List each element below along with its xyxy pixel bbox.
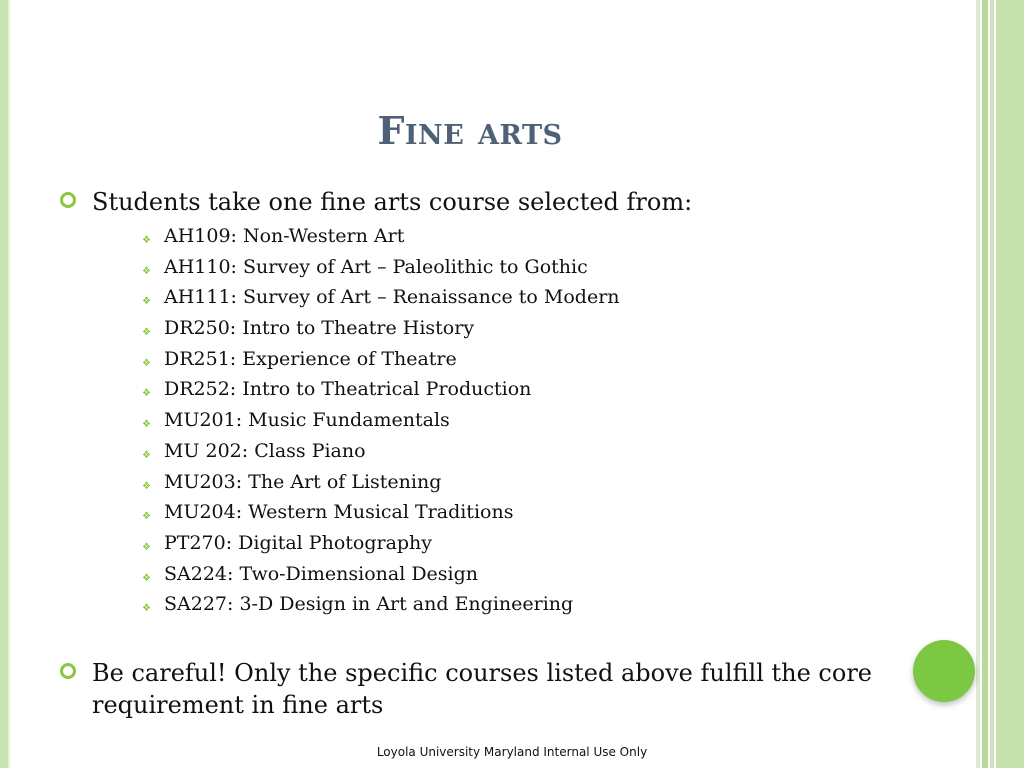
slide-title: Fine arts: [377, 108, 563, 153]
course-item: [142, 375, 620, 406]
course-label: AH109: Non-Western Art: [164, 225, 405, 247]
sub-bullet-icon: ❖: [142, 541, 151, 553]
course-item: [142, 560, 620, 591]
warning-bullet: [60, 657, 910, 721]
course-label: MU204: Western Musical Traditions: [164, 501, 514, 524]
course-list: [142, 222, 620, 621]
footer-text: Loyola University Maryland Internal Use Only: [376, 745, 648, 759]
course-label: MU201: Music Fundamentals: [164, 409, 450, 432]
sub-bullet-icon: ❖: [142, 296, 151, 308]
sub-bullet-icon: ❖: [142, 265, 151, 277]
course-item: [142, 222, 620, 253]
sub-bullet-icon: ❖: [142, 327, 151, 339]
intro-bullet: [60, 186, 910, 218]
sub-bullet-icon: ❖: [142, 388, 151, 400]
course-item: [142, 498, 620, 529]
course-item: [142, 437, 620, 468]
bullet-ring-icon: [60, 663, 76, 679]
course-label: DR251: Experience of Theatre: [164, 347, 457, 370]
course-item: [142, 406, 620, 437]
course-item: [142, 529, 620, 560]
warning-text: Be careful! Only the specific courses listed above fulfill the core requirement in fine arts: [92, 659, 872, 719]
sub-bullet-icon: ❖: [142, 572, 151, 584]
sub-bullet-icon: ❖: [142, 419, 151, 431]
sub-bullet-icon: ❖: [142, 480, 151, 492]
course-item: [142, 345, 620, 376]
course-item: [142, 253, 620, 284]
course-label: SA227: 3-D Design in Art and Engineering: [164, 593, 574, 616]
sub-bullet-icon: ❖: [142, 357, 151, 369]
course-label: AH111: Survey of Art – Renaissance to Modern: [164, 286, 620, 309]
sub-bullet-icon: ❖: [142, 449, 151, 461]
right-stripes: [976, 0, 1024, 768]
sub-bullet-icon: ❖: [142, 603, 151, 615]
course-label: PT270: Digital Photography: [164, 531, 433, 554]
course-label: MU 202: Class Piano: [164, 439, 366, 462]
course-label: AH110: Survey of Art – Paleolithic to Gothic: [164, 255, 588, 278]
sub-bullet-icon: ❖: [142, 511, 151, 523]
course-label: DR250: Intro to Theatre History: [164, 317, 475, 340]
course-item: [142, 283, 620, 314]
course-item: [142, 590, 620, 621]
course-item: [142, 468, 620, 499]
sub-bullet-icon: ❖: [142, 235, 151, 246]
intro-text: Students take one fine arts course selected from:: [92, 188, 693, 216]
course-item: [142, 314, 620, 345]
course-label: MU203: The Art of Listening: [164, 470, 442, 493]
bullet-ring-icon: [60, 192, 76, 208]
course-label: DR252: Intro to Theatrical Production: [164, 378, 532, 401]
course-label: SA224: Two-Dimensional Design: [164, 562, 479, 585]
decorative-circle: [913, 640, 975, 702]
